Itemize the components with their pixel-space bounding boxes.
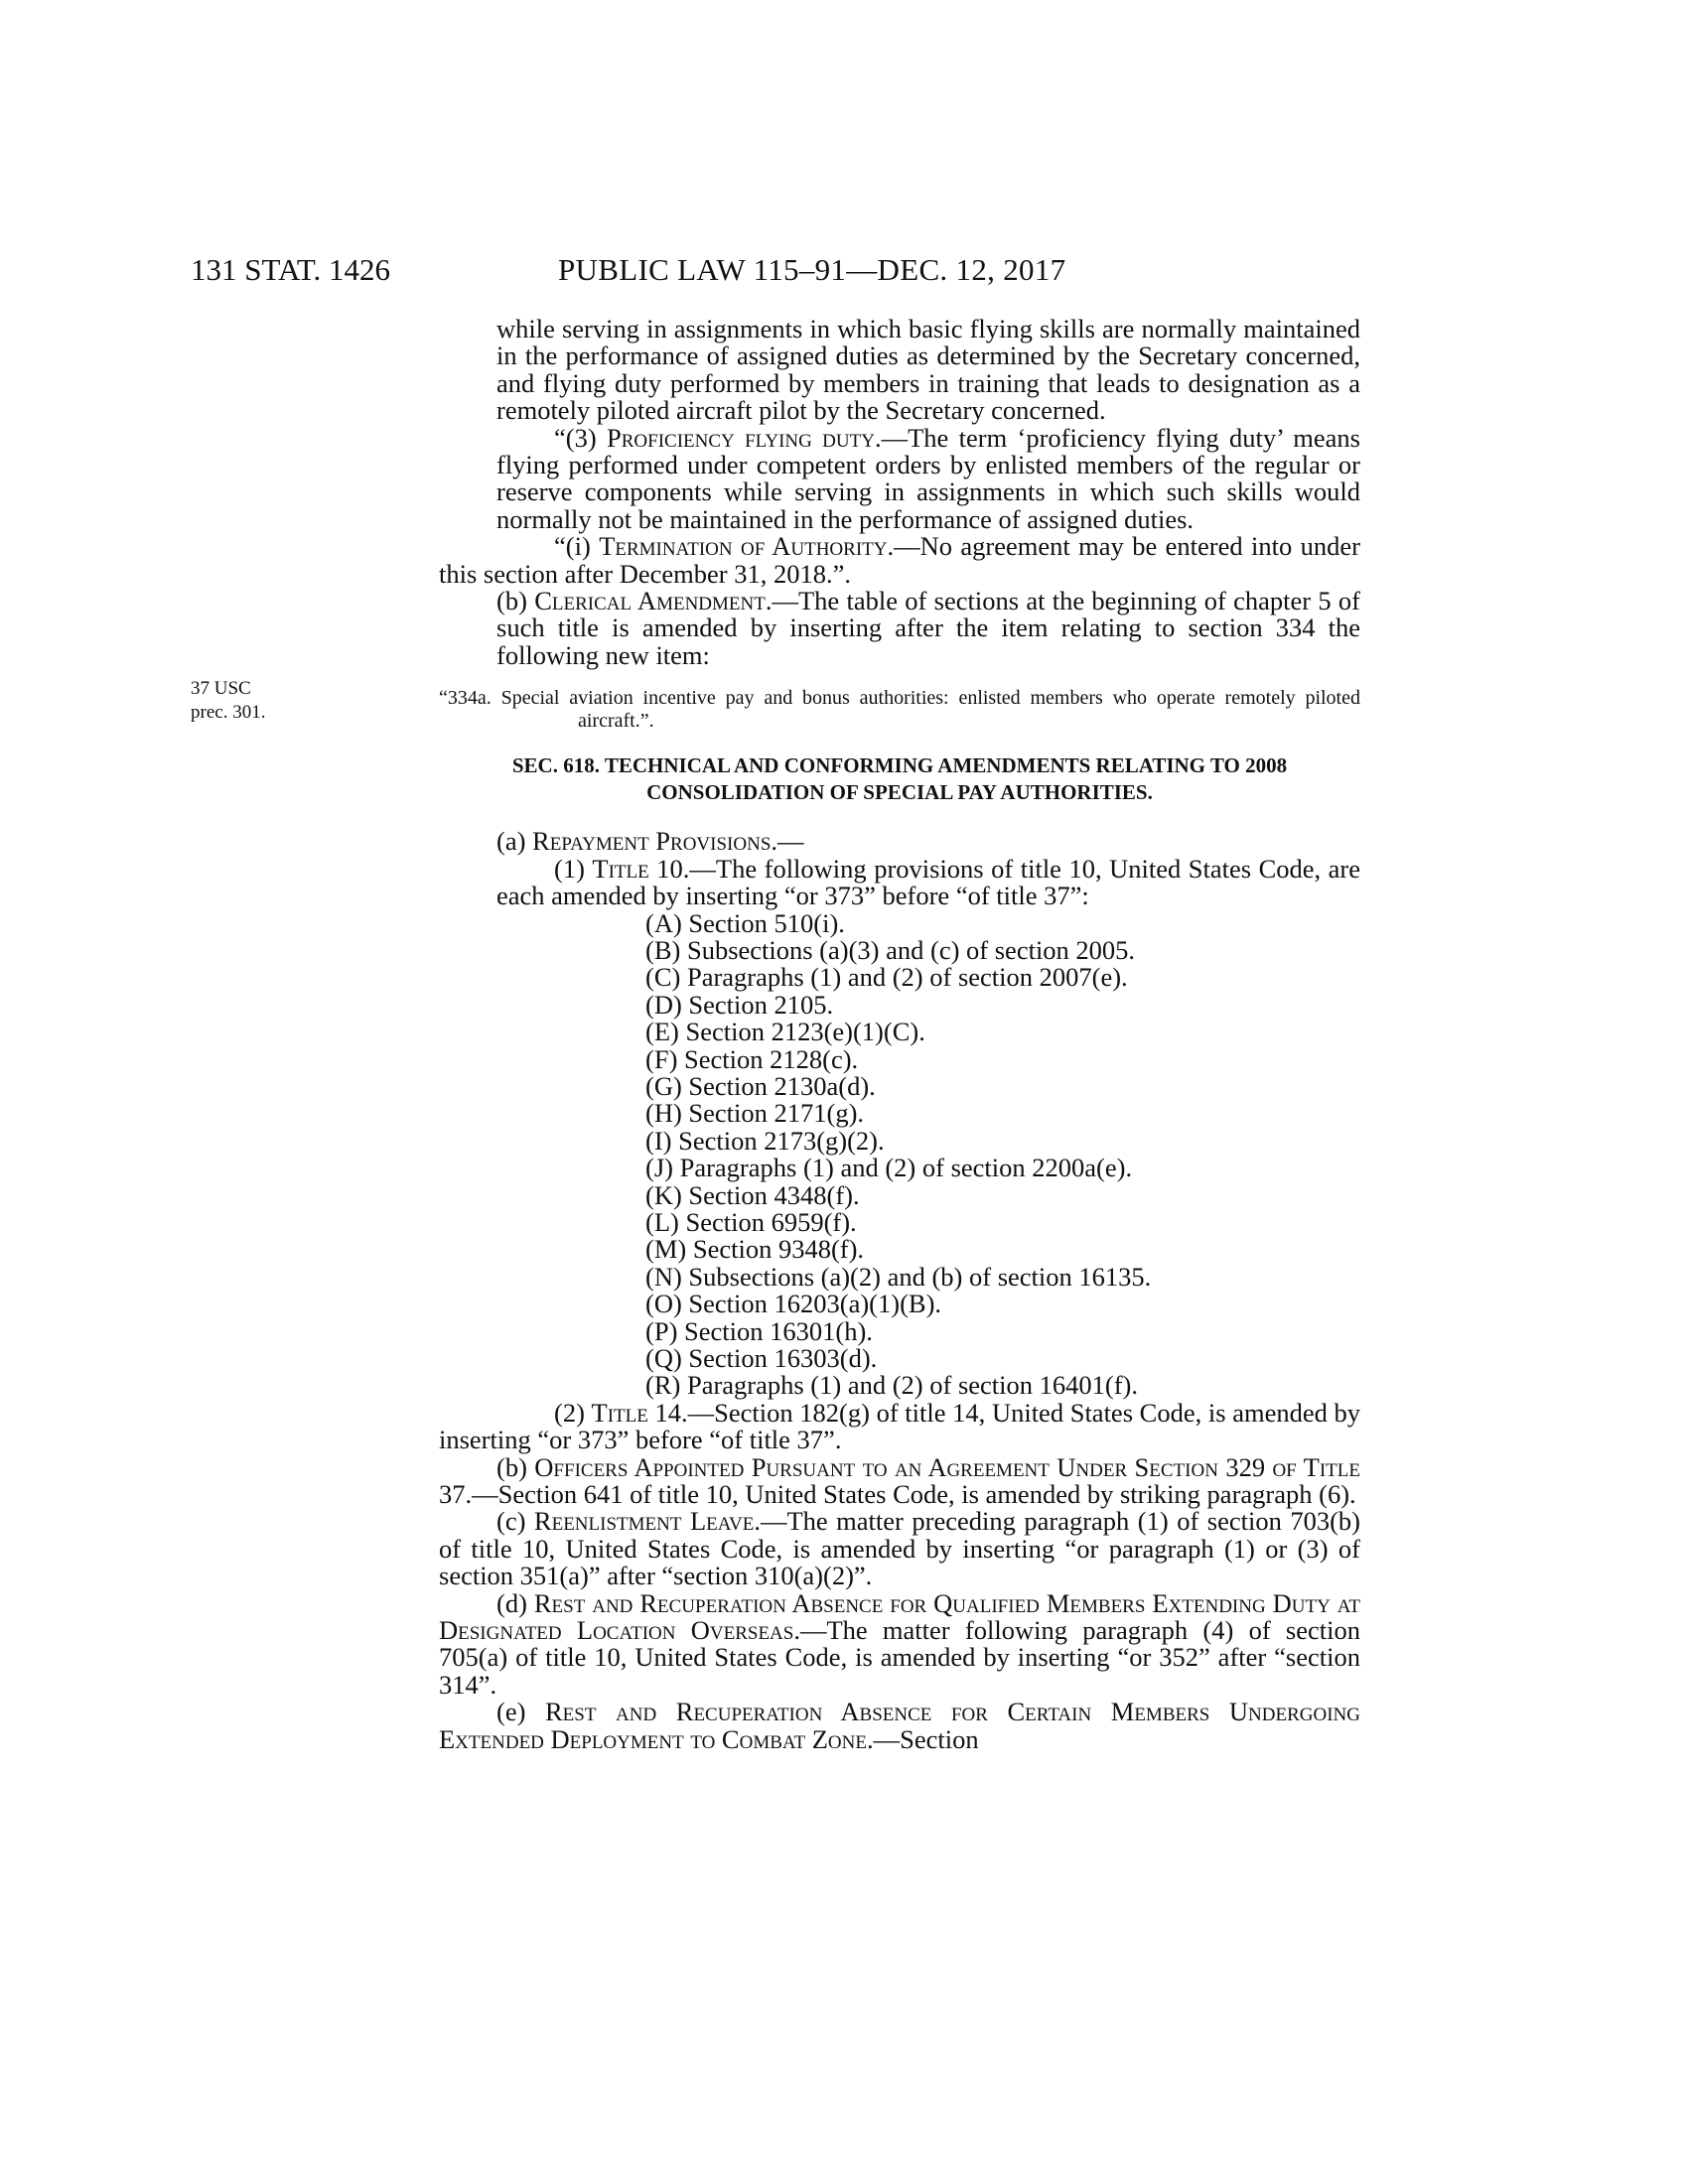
paragraph-title-14 [439, 1397, 1360, 1455]
para-heading: Rest and Recuperation Absence for Certain Members Undergoing Extended Deployment to Combat Zone [439, 1697, 1360, 1754]
para-heading: Rest and Recuperation Absence for Qualified Members Extending Duty at Designated Location Overseas [439, 1587, 1360, 1646]
list-item: (M) Section 9348(f). [645, 1234, 865, 1265]
para-heading: Reenlistment Leave [533, 1506, 755, 1537]
paragraph-rest-recuperation-overseas [439, 1587, 1360, 1700]
para-number: “(i) [554, 531, 600, 562]
para-heading: Proficiency flying duty [607, 422, 875, 453]
list-item: (R) Paragraphs (1) and (2) of section 16401(f). [645, 1370, 1138, 1401]
list-item: (I) Section 2173(g)(2). [645, 1125, 885, 1156]
para-heading: Officers Appointed Pursuant to an Agreement Under Section 329 of Title 37 [439, 1451, 1360, 1510]
para-text: .—The table of sections at the beginning of chapter 5 of such title is amended by inserting after the item relating to section 334 the following new item: [496, 586, 1360, 670]
para-text: .—The term ‘proficiency flying duty’ means flying performed under competent orders by enlisted members of the regular or reserve components while serving in assignments in which such skills would normally not be maintained in the performance of assigned duties. [496, 422, 1360, 534]
paragraph-termination [439, 533, 1360, 588]
para-number: (b) [496, 586, 535, 616]
paragraph-proficiency-flying-duty [496, 422, 1360, 534]
list-item: (C) Paragraphs (1) and (2) of section 2007(e). [645, 962, 1128, 993]
para-number: (c) [496, 1506, 534, 1537]
list-item: (G) Section 2130a(d). [645, 1070, 876, 1101]
margin-note-line: prec. 301. [191, 702, 266, 723]
para-number: (a) [496, 826, 533, 857]
list-item: (O) Section 16203(a)(1)(B). [645, 1289, 942, 1319]
provision-list [496, 907, 1360, 1401]
page-header [191, 250, 1223, 290]
para-heading: Title 14 [591, 1397, 682, 1428]
para-number: (e) [496, 1697, 545, 1727]
para-text: .—No agreement may be entered into under this section after December 31, 2018.”. [439, 531, 1360, 589]
para-text: .—The matter preceding paragraph (1) of section 703(b) of title 10, United States Code, is amended by inserting “or paragraph (1) or (3) of section 351(a)” after “section 310(a)(2)”. [439, 1506, 1360, 1591]
para-text: .—The following provisions of title 10, United States Code, are each amended by inserting “or 373” before “of title 37”: [496, 853, 1360, 911]
page-title: PUBLIC LAW 115–91—DEC. 12, 2017 [558, 252, 1066, 287]
margin-note [191, 677, 379, 725]
list-item: (B) Subsections (a)(3) and (c) of section 2005. [645, 934, 1136, 965]
paragraph-reenlistment-leave [439, 1508, 1360, 1589]
para-heading: Clerical Amendment [534, 586, 766, 616]
para-heading: Termination of Authority [599, 531, 888, 562]
list-item: (Q) Section 16303(d). [645, 1343, 878, 1373]
para-number: (1) [554, 853, 593, 884]
list-item: (F) Section 2128(c). [645, 1043, 859, 1074]
para-text: .—Section [866, 1723, 979, 1754]
list-item: (E) Section 2123(e)(1)(C). [645, 1017, 925, 1047]
table-of-sections-item: “334a. Special aviation incentive pay and bonus authorities: enlisted members who operate remotely piloted aircraft.”. [439, 687, 1360, 733]
list-item: (P) Section 16301(h). [645, 1315, 873, 1346]
paragraph-officers-appointed [439, 1451, 1360, 1510]
paragraph: while serving in assignments in which basic flying skills are normally maintained in the performance of assigned duties as determined by the Secretary concerned, and flying duty performed by members in training that leads to designation as a remotely piloted aircraft pilot by the Secretary concerned. [496, 314, 1360, 426]
document-body [439, 314, 1360, 1754]
para-number: “(3) [554, 422, 607, 453]
paragraph-rest-recuperation-combat-zone [439, 1699, 1360, 1753]
list-item: (N) Subsections (a)(2) and (b) of section 16135. [645, 1261, 1152, 1292]
para-text: .—Section 182(g) of title 14, United States Code, is amended by inserting “or 373” before “of title 37”. [439, 1397, 1360, 1455]
para-text: .— [771, 826, 804, 857]
list-item: (D) Section 2105. [645, 989, 834, 1020]
list-item: (H) Section 2171(g). [645, 1098, 865, 1129]
list-item: (J) Paragraphs (1) and (2) of section 2200a(e). [645, 1153, 1133, 1183]
paragraph-title-10 [496, 853, 1360, 911]
paragraph-repayment [496, 828, 1360, 855]
para-number: (2) [554, 1397, 592, 1428]
para-text: .—Section 641 of title 10, United States Code, is amended by striking paragraph (6). [465, 1479, 1356, 1510]
margin-note-line: 37 USC [191, 678, 251, 699]
para-text: .—The matter following paragraph (4) of section 705(a) of title 10, United States Code, is amended by inserting “or 352” after “section 314”. [439, 1615, 1360, 1700]
para-number: (b) [496, 1451, 535, 1482]
stat-citation: 131 STAT. 1426 [191, 252, 391, 287]
para-heading: Repayment Provisions [532, 826, 772, 857]
para-heading: Title 10 [592, 853, 683, 884]
list-item: (A) Section 510(i). [645, 907, 845, 938]
para-number: (d) [496, 1587, 534, 1618]
list-item: (K) Section 4348(f). [645, 1179, 860, 1210]
section-heading: SEC. 618. TECHNICAL AND CONFORMING AMENDMENTS RELATING TO 2008 CONSOLIDATION OF SPECIAL PAY AUTHORITIES. [511, 753, 1288, 805]
paragraph-clerical-amendment [496, 588, 1360, 669]
list-item: (L) Section 6959(f). [645, 1206, 857, 1237]
